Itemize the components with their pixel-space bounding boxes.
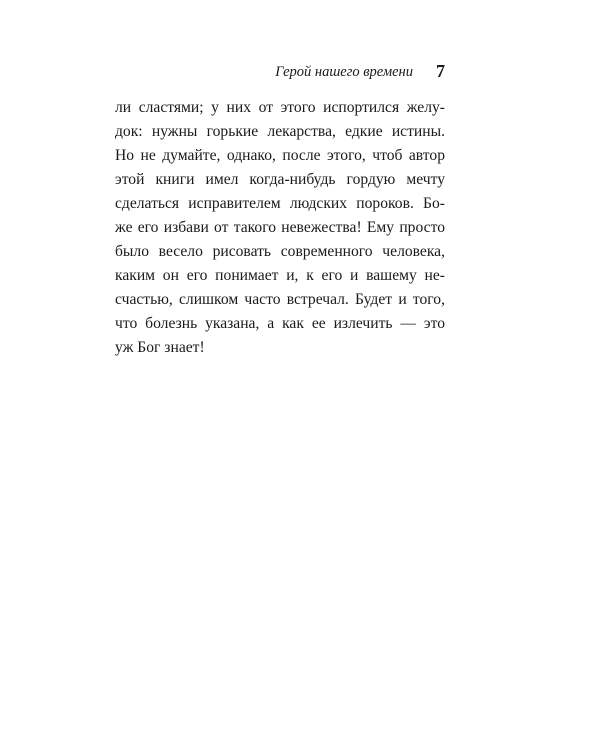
- text-line: же его избави от такого невежества! Ему просто: [115, 219, 445, 236]
- page-number: 7: [436, 61, 445, 81]
- text-line: счастью, слишком часто встречал. Будет и того,: [115, 291, 445, 308]
- text-line: док: нужны горькие лекарства, едкие истины.: [115, 123, 445, 140]
- body-text: [115, 96, 445, 360]
- text-line: каким он его понимает и, к его и вашему не-: [115, 267, 445, 284]
- text-line: было весело рисовать современного человека,: [115, 243, 445, 260]
- text-line: этой книги имел когда-нибудь гордую мечту: [115, 171, 445, 188]
- running-title: Герой нашего времени: [275, 64, 413, 80]
- text-line: Но не думайте, однако, после этого, чтоб автор: [115, 147, 445, 164]
- text-line: уж Бог знает!: [115, 339, 205, 356]
- text-line: что болезнь указана, а как ее излечить — это: [115, 315, 445, 332]
- running-head: [115, 60, 445, 84]
- text-line: ли сластями; у них от этого испортился желу-: [115, 99, 445, 116]
- text-line: сделаться исправителем людских пороков. Бо-: [115, 195, 445, 212]
